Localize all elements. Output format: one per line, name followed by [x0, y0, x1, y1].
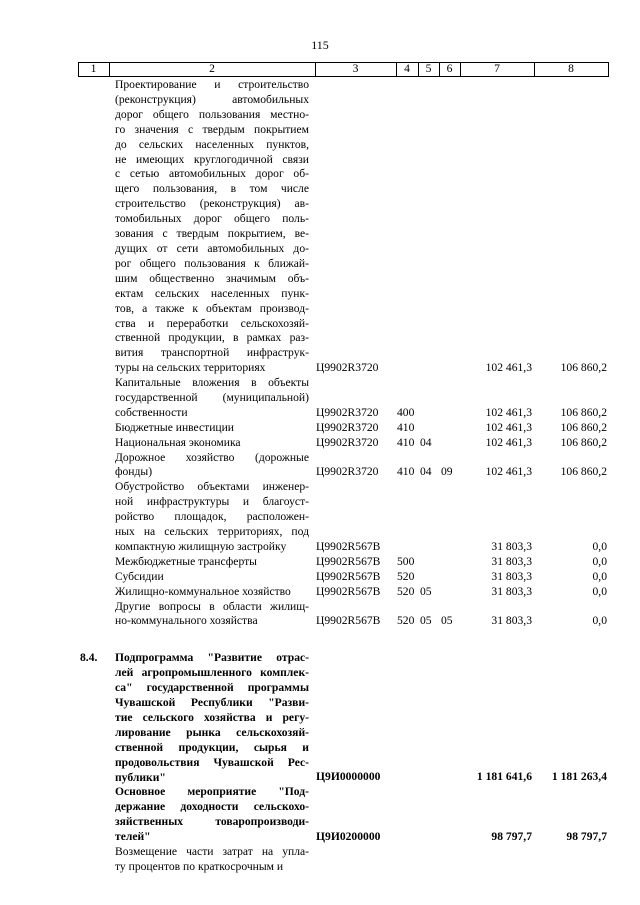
description-line: Капитальные вложения в объекты [115, 376, 309, 389]
amount-year-2: 0,0 [592, 614, 607, 628]
expense-type: 520 [397, 569, 415, 583]
row-description [115, 570, 309, 585]
column-header-2: 2 [209, 62, 215, 75]
amount-year-1: 31 803,3 [491, 614, 532, 628]
table-row [0, 651, 640, 785]
row-description [115, 78, 309, 376]
description-line: зяйственных товаропроизводи- [115, 815, 309, 829]
table-row [0, 785, 640, 845]
description-line: зования с твердым покрытием, ве- [115, 227, 309, 241]
table-row [0, 78, 640, 376]
section-code: 04 [420, 435, 432, 449]
description-line: го значения с твердым покрытием [115, 122, 309, 136]
column-header-4: 4 [404, 62, 410, 75]
amount-year-2: 0,0 [592, 584, 607, 598]
amount-year-2: 0,0 [592, 554, 607, 568]
description-line: Обустройство объектами инженер- [115, 480, 309, 494]
target-code: Ц9902R567B [316, 614, 381, 628]
row-description [115, 785, 309, 845]
description-line: ных на сельских территориях, под [115, 525, 309, 539]
amount-year-2: 106 860,2 [560, 435, 607, 449]
section-code: 04 [420, 465, 432, 479]
description-line: шим общественно значимым объ- [115, 271, 309, 285]
target-code: Ц9902R567B [316, 569, 381, 583]
target-code: Ц9902R3720 [316, 435, 379, 449]
target-code: Ц9902R3720 [316, 420, 379, 434]
column-header-6: 6 [446, 62, 453, 75]
row-description [115, 651, 309, 785]
table-row [0, 570, 640, 585]
row-description [115, 451, 309, 481]
description-line: компактную жилищную застройку [115, 539, 287, 553]
description-line: лей агропромышленного комплек- [115, 666, 309, 680]
table-row [0, 436, 640, 451]
column-header-1: 1 [90, 62, 97, 75]
description-line: тие сельского хозяйства и регу- [115, 710, 309, 724]
target-code: Ц9902R3720 [316, 465, 379, 479]
description-line: Подпрограмма "Развитие отрас- [115, 651, 309, 665]
column-header-7: 7 [494, 62, 500, 75]
expense-type: 520 [397, 584, 415, 598]
description-line: Бюджетные инвестиции [115, 420, 235, 434]
description-line: продовольствия Чувашской Рес- [115, 755, 309, 769]
amount-year-2: 106 860,2 [560, 361, 607, 375]
table-row [0, 451, 640, 481]
table-row [0, 555, 640, 570]
target-code: Ц9902R567B [316, 539, 381, 553]
table-row [0, 600, 640, 630]
amount-year-2: 0,0 [592, 539, 607, 553]
row-description [115, 585, 309, 600]
description-line: собственности [115, 405, 188, 419]
description-line: томобильных дорог общего поль- [115, 212, 309, 226]
amount-year-2: 1 181 263,4 [551, 770, 607, 784]
description-line: ства и переработки сельскохозяй- [115, 316, 309, 330]
description-line: Возмещение части затрат на упла- [115, 845, 309, 858]
description-line: телей" [115, 830, 151, 844]
expense-type: 520 [397, 614, 415, 628]
expense-type: 400 [397, 405, 415, 419]
description-line: туры на сельских территориях [115, 361, 266, 375]
description-line: тов, а также к объектам производ- [115, 301, 309, 315]
amount-year-1: 1 181 641,6 [476, 770, 532, 784]
description-line: государственной (муниципальной) [115, 390, 309, 404]
amount-year-2: 106 860,2 [560, 405, 607, 419]
description-line: ной инфраструктуры и благоуст- [115, 495, 309, 509]
target-code: Ц9902R567B [316, 554, 381, 568]
amount-year-2: 98 797,7 [566, 830, 607, 844]
row-description [115, 436, 309, 451]
amount-year-2: 106 860,2 [560, 420, 607, 434]
description-line: Межбюджетные трансферты [115, 554, 257, 568]
subsection-code: 09 [441, 465, 453, 479]
table-row [0, 480, 640, 555]
amount-year-2: 0,0 [592, 569, 607, 583]
column-header-5: 5 [425, 62, 432, 75]
description-line: Национальная экономика [115, 435, 241, 449]
amount-year-1: 31 803,3 [491, 569, 532, 583]
description-line: вития транспортной инфраструк- [115, 346, 309, 360]
target-code: Ц9И0000000 [316, 770, 381, 784]
description-line: са" государственной программы [115, 681, 309, 695]
description-line: дорог общего пользования местно- [115, 107, 309, 121]
column-header-3: 3 [352, 62, 359, 75]
row-description [115, 555, 309, 570]
description-line: Жилищно-коммунальное хозяйство [115, 584, 291, 598]
amount-year-1: 102 461,3 [485, 405, 532, 419]
description-line: щего пользования, в том числе [115, 182, 309, 196]
table-row [0, 585, 640, 600]
row-description [115, 480, 309, 555]
expense-type: 410 [397, 465, 415, 479]
description-line: ектам сельских населенных пунк- [115, 286, 309, 300]
section-code: 05 [420, 584, 432, 598]
description-line: Другие вопросы в области жилищ- [115, 599, 309, 613]
expense-type: 410 [397, 435, 415, 449]
description-line: ственной продукции, сырья и [115, 740, 309, 754]
row-description [115, 376, 309, 421]
amount-year-1: 31 803,3 [491, 584, 532, 598]
description-line: ройство площадок, расположен- [115, 510, 309, 524]
description-line: ту процентов по краткосрочным и [115, 859, 284, 873]
section-code: 05 [420, 614, 432, 628]
description-line: дущих от сети автомобильных до- [115, 241, 309, 255]
row-description [115, 845, 309, 875]
table-row [0, 845, 640, 875]
amount-year-1: 31 803,3 [491, 554, 532, 568]
row-description [115, 421, 309, 436]
target-code: Ц9902R3720 [316, 405, 379, 419]
amount-year-1: 102 461,3 [485, 465, 532, 479]
description-line: рог общего пользования к ближай- [115, 256, 309, 270]
column-header-8: 8 [568, 62, 574, 75]
description-line: Проектирование и строительство [115, 78, 309, 91]
target-code: Ц9902R3720 [316, 361, 379, 375]
page-number: 115 [311, 38, 329, 52]
subsection-code: 05 [441, 614, 453, 628]
target-code: Ц9И0200000 [316, 830, 381, 844]
description-line: Чувашской Республики "Разви- [115, 696, 309, 710]
description-line: ственной продукции, в рамках раз- [115, 331, 309, 345]
expense-type: 410 [397, 420, 415, 434]
description-line: (реконструкция) автомобильных [115, 92, 309, 106]
description-line: Основное мероприятие "Под- [115, 785, 309, 799]
amount-year-1: 102 461,3 [485, 420, 532, 434]
description-line: фонды) [115, 465, 153, 479]
row-description [115, 600, 309, 630]
amount-year-1: 98 797,7 [491, 830, 532, 844]
row-number: 8.4. [80, 651, 98, 665]
table-row [0, 376, 640, 421]
description-line: с сетью автомобильных дорог об- [115, 167, 309, 181]
description-line: до сельских населенных пунктов, [115, 137, 309, 151]
target-code: Ц9902R567B [316, 584, 381, 598]
amount-year-1: 102 461,3 [485, 361, 532, 375]
description-line: Субсидии [115, 569, 164, 583]
amount-year-1: 31 803,3 [491, 539, 532, 553]
description-line: строительство (реконструкция) ав- [115, 197, 309, 211]
description-line: держание доходности сельскохо- [115, 800, 309, 814]
amount-year-1: 102 461,3 [485, 435, 532, 449]
description-line: лирование рынка сельскохозяй- [115, 725, 309, 739]
description-line: публики" [115, 770, 166, 784]
expense-type: 500 [397, 554, 415, 568]
description-line: Дорожное хозяйство (дорожные [115, 450, 309, 464]
table-row [0, 421, 640, 436]
amount-year-2: 106 860,2 [560, 465, 607, 479]
description-line: не имеющих круглогодичной связи [115, 152, 309, 166]
description-line: но-коммунального хозяйства [115, 614, 258, 628]
table-header-row [78, 62, 609, 77]
